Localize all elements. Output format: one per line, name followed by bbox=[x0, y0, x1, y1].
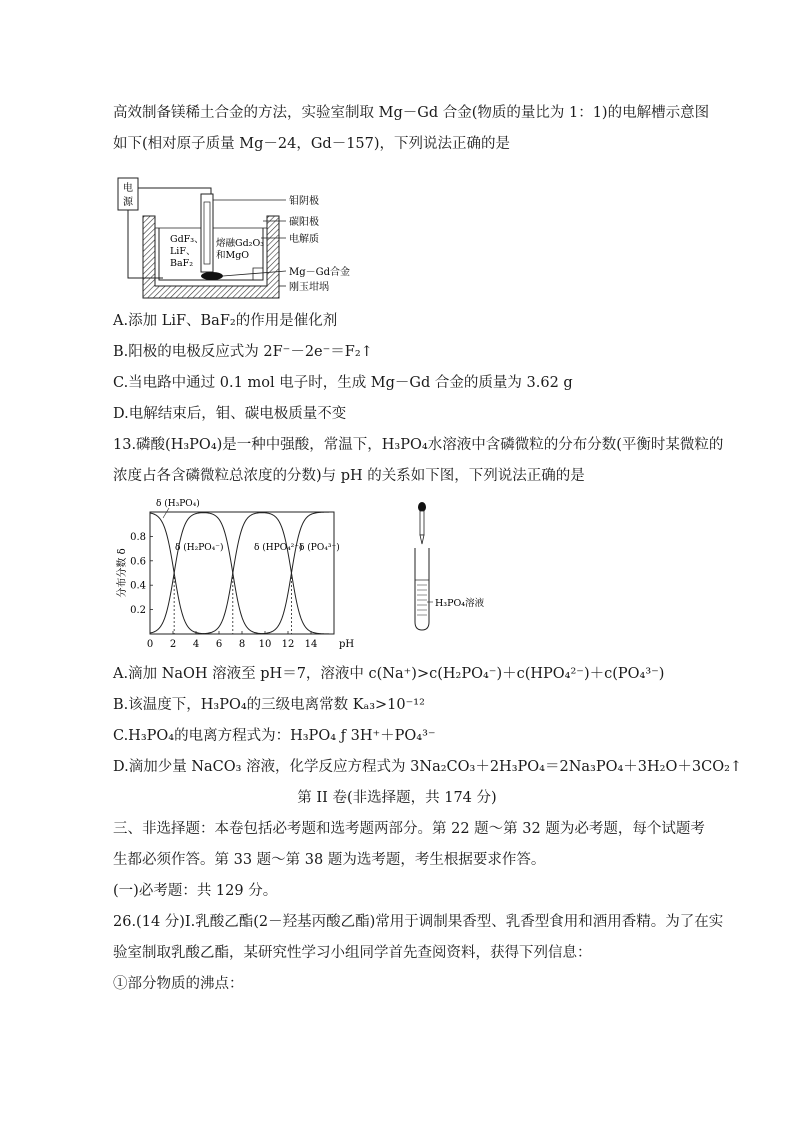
q13-option-b: B.该温度下，H₃PO₄的三级电离常数 Kₐ₃>10⁻¹² bbox=[113, 697, 425, 713]
y-tick-label: 0.8 bbox=[130, 531, 146, 543]
electrolysis-cell-figure bbox=[113, 168, 373, 303]
required-questions-note: (一)必考题：共 129 分。 bbox=[113, 883, 278, 899]
callout-alloy: Mg－Gd合金 bbox=[289, 267, 351, 278]
section-2-intro-line2: 生都必须作答。第 33 题～第 38 题为选考题，考生根据要求作答。 bbox=[113, 852, 546, 868]
label-leader bbox=[163, 508, 169, 518]
q12-stem-line1: 高效制备镁稀土合金的方法，实验室制取 Mg－Gd 合金(物质的量比为 1：1)的电解槽示意图 bbox=[113, 105, 710, 121]
series-label-1: δ (H₂PO₄⁻) bbox=[175, 543, 224, 553]
callout-crucible: 刚玉坩埚 bbox=[289, 282, 329, 293]
x-tick-label: 14 bbox=[304, 639, 318, 650]
x-axis-label: pH bbox=[339, 639, 355, 650]
callout-molybdenum-cathode: 钼阴极 bbox=[289, 196, 319, 207]
y-tick-label: 0.6 bbox=[130, 556, 146, 568]
q12-option-d: D.电解结束后，钼、碳电极质量不变 bbox=[113, 406, 347, 422]
power-label-1: 电 bbox=[123, 183, 133, 194]
q12-option-a: A.添加 LiF、BaF₂的作用是催化剂 bbox=[113, 313, 338, 329]
q26-line1: 26.(14 分)I.乳酸乙酯(2－羟基丙酸乙酯)常用于调制果香型、乳香型食用和酒用香精。为了在实 bbox=[113, 914, 724, 930]
salt-label-1: GdF₃、 bbox=[170, 234, 204, 245]
x-tick-label: 8 bbox=[238, 639, 246, 650]
section-2-intro-line1: 三、非选择题：本卷包括必考题和选考题两部分。第 22 题～第 32 题为必考题，每个试题考 bbox=[113, 821, 705, 837]
section-2-title: 第 II 卷(非选择题，共 174 分) bbox=[297, 790, 497, 806]
q26-line3: ①部分物质的沸点： bbox=[113, 976, 244, 992]
series-label-0: δ (H₃PO₄) bbox=[156, 499, 200, 509]
mg-gd-alloy-pool bbox=[201, 272, 223, 280]
dropper-tube-figure bbox=[405, 500, 515, 635]
callout-electrolyte: 电解质 bbox=[289, 234, 319, 245]
series-label-2: δ (HPO₄²⁻) bbox=[254, 543, 303, 553]
melt-label-1: 熔融Gd₂O₃ bbox=[216, 238, 265, 249]
x-tick-label: 4 bbox=[192, 639, 200, 650]
q13-stem-line2: 浓度占各含磷微粒总浓度的分数)与 pH 的关系如下图，下列说法正确的是 bbox=[113, 468, 585, 484]
q12-option-b: B.阳极的电极反应式为 2F⁻－2e⁻＝F₂↑ bbox=[113, 344, 373, 360]
q13-stem-line1: 13.磷酸(H₃PO₄)是一种中强酸，常温下，H₃PO₄水溶液中含磷微粒的分布分数(平衡时某微粒的 bbox=[113, 437, 724, 453]
y-axis-label: 分布分数 δ bbox=[117, 548, 128, 598]
callout-carbon-anode: 碳阳极 bbox=[289, 217, 319, 228]
x-tick-label: 12 bbox=[281, 639, 295, 650]
wire-cathode bbox=[138, 188, 211, 198]
x-tick-label: 6 bbox=[215, 639, 223, 650]
q12-stem-line2: 如下(相对原子质量 Mg－24，Gd－157)，下列说法正确的是 bbox=[113, 136, 511, 152]
q13-option-a: A.滴加 NaOH 溶液至 pH＝7，溶液中 c(Na⁺)>c(H₂PO₄⁻)＋c(HPO₄²⁻)＋c(PO₄³⁻) bbox=[113, 666, 665, 682]
test-tube bbox=[415, 548, 429, 630]
x-tick-label: 0 bbox=[146, 639, 154, 650]
curve-series-3 bbox=[150, 512, 334, 634]
distribution-fraction-chart bbox=[113, 494, 363, 654]
x-tick-label: 10 bbox=[258, 639, 272, 650]
q12-option-c: C.当电路中通过 0.1 mol 电子时，生成 Mg－Gd 合金的质量为 3.62 g bbox=[113, 375, 573, 391]
plot-frame bbox=[150, 512, 334, 634]
x-tick-label: 2 bbox=[169, 639, 177, 650]
salt-label-3: BaF₂ bbox=[170, 258, 194, 269]
melt-label-2: 和MgO bbox=[216, 250, 250, 261]
salt-label-2: LiF、 bbox=[170, 246, 196, 257]
dropper-tube bbox=[420, 511, 424, 535]
series-label-3: δ (PO₄³⁻) bbox=[299, 543, 340, 553]
tube-label: H₃PO₄溶液 bbox=[435, 598, 485, 609]
y-tick-label: 0.2 bbox=[130, 605, 146, 617]
y-tick-label: 0.4 bbox=[130, 580, 146, 592]
q13-option-d: D.滴加少量 NaCO₃ 溶液，化学反应方程式为 3Na₂CO₃＋2H₃PO₄＝2Na₃PO₄＋3H₂O＋3CO₂↑ bbox=[113, 759, 743, 775]
q26-line2: 验室制取乳酸乙酯，某研究性学习小组同学首先查阅资料，获得下列信息： bbox=[113, 945, 592, 961]
power-label-2: 源 bbox=[123, 197, 133, 208]
curve-series-1 bbox=[150, 513, 334, 634]
dropper-bulb bbox=[418, 502, 426, 512]
q13-option-c: C.H₃PO₄的电离方程式为：H₃PO₄ ƒ 3H⁺＋PO₄³⁻ bbox=[113, 728, 436, 744]
